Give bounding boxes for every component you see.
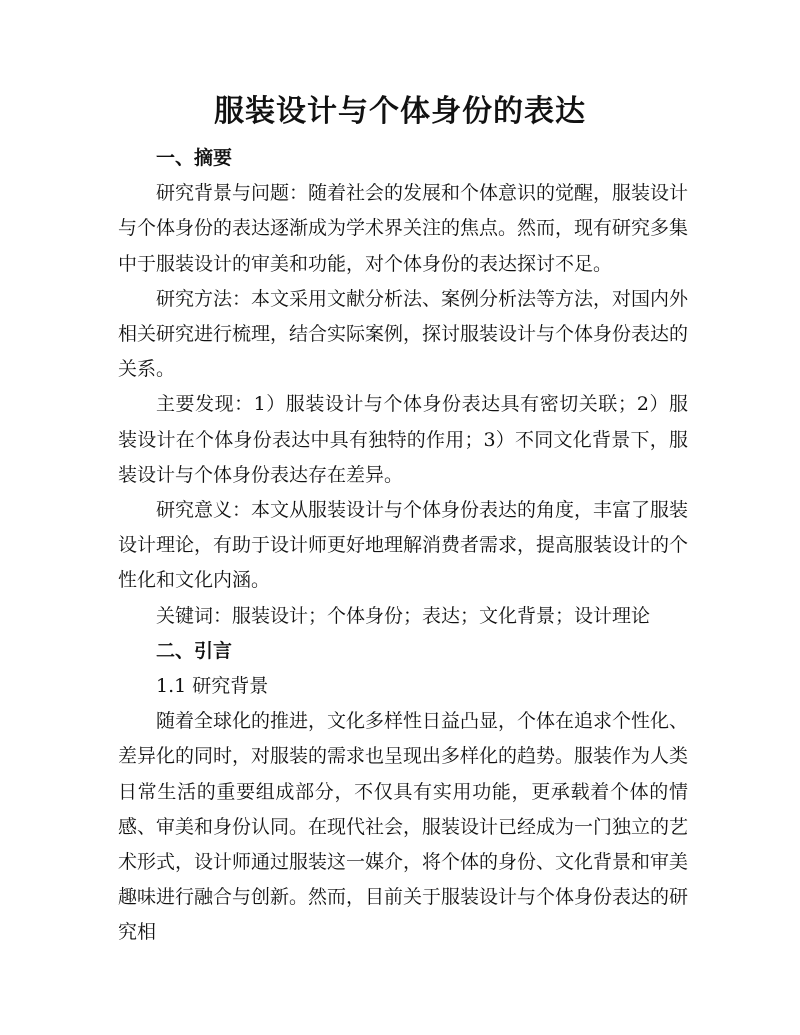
introduction-paragraph: 随着全球化的推进，文化多样性日益凸显，个体在追求个性化、差异化的同时，对服装的需求也呈现出多样化的趋势。服装作为人类日常生活的重要组成部分，不仅具有实用功能，更承载着个体的情感、审美和身份认同。在现代社会，服装设计已经成为一门独立的艺术形式，设计师通过服装这一媒介，将个体的身份、文化背景和审美趣味进行融合与创新。然而，目前关于服装设计与个体身份表达的研究相 (118, 710, 689, 944)
research-background-subheading: 1.1 研究背景 (156, 675, 269, 698)
abstract-heading: 一、摘要 (156, 147, 233, 169)
introduction-heading: 二、引言 (156, 639, 233, 662)
abstract-methods-paragraph: 研究方法：本文采用文献分析法、案例分析法等方法，对国内外相关研究进行梳理，结合实际案例，探讨服装设计与个体身份表达的关系。 (118, 287, 689, 381)
abstract-background-paragraph: 研究背景与问题：随着社会的发展和个体意识的觉醒，服装设计与个体身份的表达逐渐成为学术界关注的焦点。然而，现有研究多集中于服装设计的审美和功能，对个体身份的表达探讨不足。 (118, 182, 689, 275)
abstract-findings-paragraph: 主要发现：1）服装设计与个体身份表达具有密切关联；2）服装设计在个体身份表达中具有独特的作用；3）不同文化背景下，服装设计与个体身份表达存在差异。 (118, 393, 688, 486)
document-title: 服装设计与个体身份的表达 (214, 94, 586, 129)
keywords-line: 关键词：服装设计；个体身份；表达；文化背景；设计理论 (156, 604, 651, 627)
document-body (118, 141, 688, 951)
abstract-significance-paragraph: 研究意义：本文从服装设计与个体身份表达的角度，丰富了服装设计理论，有助于设计师更好地理解消费者需求，提高服装设计的个性化和文化内涵。 (118, 499, 689, 592)
